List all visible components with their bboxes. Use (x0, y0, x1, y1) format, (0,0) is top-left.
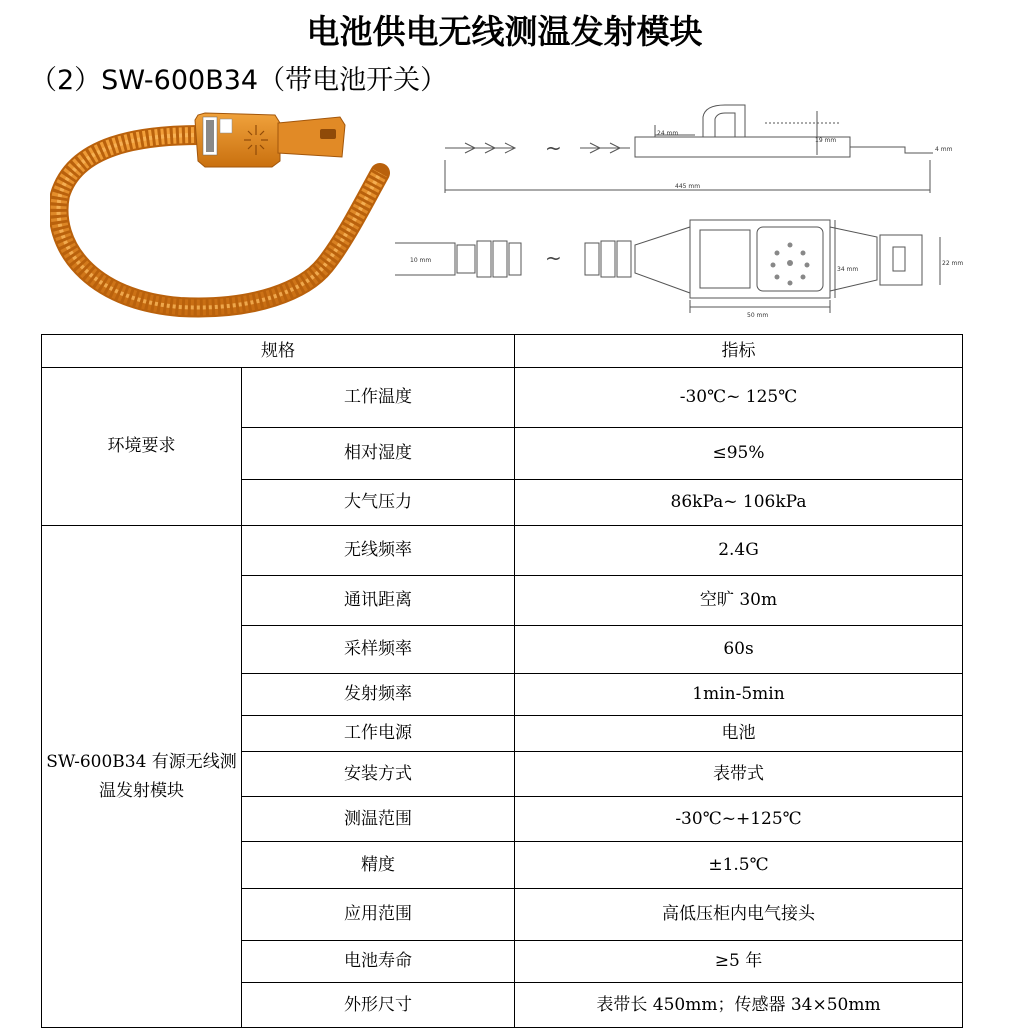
dim-label: 19 mm (815, 137, 837, 144)
product-photo (50, 95, 390, 325)
value-cell: 表带长 450mm；传感器 34×50mm (515, 983, 963, 1028)
param-cell: 大气压力 (242, 480, 515, 526)
value-cell: 空旷 30m (515, 576, 963, 626)
dim-label: 4 mm (935, 146, 953, 153)
dim-label: 10 mm (410, 257, 432, 264)
value-cell: 86kPa~ 106kPa (515, 480, 963, 526)
param-cell: 无线频率 (242, 526, 515, 576)
dim-label: 24 mm (657, 130, 679, 137)
value-cell: ≥5 年 (515, 941, 963, 983)
value-cell: -30℃~ 125℃ (515, 368, 963, 428)
param-cell: 相对湿度 (242, 428, 515, 480)
dim-label: 445 mm (675, 183, 701, 190)
header-spec: 规格 (42, 335, 515, 368)
param-cell: 工作电源 (242, 716, 515, 752)
dim-label: 50 mm (747, 312, 769, 319)
table-row (42, 526, 963, 576)
spec-table (41, 334, 963, 1028)
param-cell: 通讯距离 (242, 576, 515, 626)
param-cell: 测温范围 (242, 797, 515, 842)
table-header-row (42, 335, 963, 368)
param-cell: 应用范围 (242, 889, 515, 941)
dim-label: 22 mm (942, 260, 964, 267)
value-cell: ≤95% (515, 428, 963, 480)
value-cell: 60s (515, 626, 963, 674)
param-cell: 安装方式 (242, 752, 515, 797)
model-subtitle: （2）SW-600B34（带电池开关） (30, 65, 448, 96)
group-name: 环境要求 (42, 368, 242, 526)
dimension-drawing (385, 95, 985, 325)
param-cell: 采样频率 (242, 626, 515, 674)
value-cell: 表带式 (515, 752, 963, 797)
tilde-mark: ~ (545, 246, 562, 270)
param-cell: 外形尺寸 (242, 983, 515, 1028)
group-name: SW-600B34 有源无线测温发射模块 (42, 526, 242, 1028)
param-cell: 精度 (242, 842, 515, 889)
value-cell: 2.4G (515, 526, 963, 576)
value-cell: 1min-5min (515, 674, 963, 716)
header-value: 指标 (515, 335, 963, 368)
dim-label: 34 mm (837, 266, 859, 273)
param-cell: 发射频率 (242, 674, 515, 716)
value-cell: ±1.5℃ (515, 842, 963, 889)
table-row (42, 368, 963, 428)
value-cell: 电池 (515, 716, 963, 752)
param-cell: 工作温度 (242, 368, 515, 428)
value-cell: -30℃~+125℃ (515, 797, 963, 842)
tilde-mark: ~ (545, 136, 562, 160)
param-cell: 电池寿命 (242, 941, 515, 983)
page-title: 电池供电无线测温发射模块 (306, 12, 703, 51)
value-cell: 高低压柜内电气接头 (515, 889, 963, 941)
